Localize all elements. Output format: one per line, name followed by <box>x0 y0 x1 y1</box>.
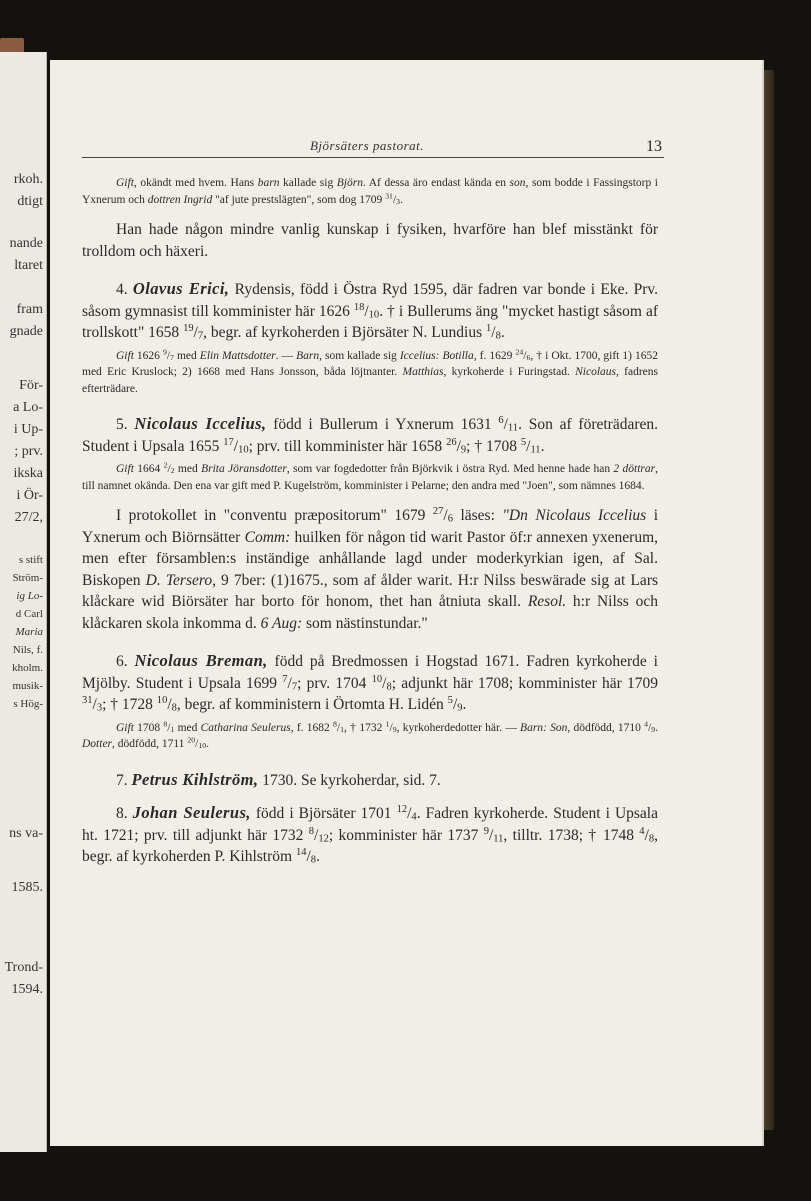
left-page-fragment: ltaret <box>14 258 43 273</box>
left-page-fragment: ig Lo- <box>16 590 43 602</box>
note-paragraph: Gift, okändt med hvem. Hans barn kallade sig Björn. Af dessa äro endast kända en son, som bodde i Fassingstorp i Yxnerum och dottren Ingrid "af jute prestslägten", som dog 1709 $^{31}/_3$. <box>82 177 658 206</box>
page-edge-shadow <box>760 70 774 1130</box>
left-page-fragment: ikska <box>13 466 43 481</box>
left-page-fragment: kholm. <box>12 662 43 674</box>
left-page-fragment: 1594. <box>11 982 43 997</box>
left-page-fragment: d Carl <box>15 608 43 620</box>
left-page-fragment: Ström- <box>12 572 43 584</box>
left-page-fragment: ns va- <box>9 826 43 841</box>
entry-johan-seulerus: 8. Johan Seulerus, född i Björsäter 1701 $^{12}/_4$. Fadren kyrkoherde. Student i Upsala ht. 1721; prv. till adjunkt här 1732 $^8/_{12}$; komminister här 1737 $^9/_{11}$, tilltr. 1738; † 1748 $^4/_8$, begr. af kyrkoherden P. Kihlström $^{14}/_8$. <box>82 803 659 866</box>
left-facing-page <box>0 52 47 1152</box>
left-page-fragment: s stift <box>18 554 43 566</box>
left-page-fragment: gnade <box>9 324 43 339</box>
book-page <box>50 60 762 1146</box>
left-page-fragment: nande <box>9 236 43 251</box>
entry-nicolaus-breman: 6. Nicolaus Breman, född på Bredmossen i Hogstad 1671. Fadren kyrkoherde i Mjölby. Student i Upsala 1699 $^7/_7$; prv. 1704 $^{10}/_8$; adjunkt här 1708; komminister här 1709 $^{31}/_3$; † 1728 $^{10}/_8$, begr. af komministern i Örtomta H. Lidén $^5/_9$. <box>82 651 658 714</box>
body-paragraph: Han hade någon mindre vanlig kunskap i fysiken, hvarföre han blef misstänkt för trolldom och häxeri. <box>82 221 658 260</box>
entry-petrus-kihlstrom: 7. Petrus Kihlström, 1730. Se kyrkoherdar, sid. 7. <box>116 769 441 789</box>
left-page-fragment: musik- <box>12 680 43 692</box>
header-rule <box>82 157 664 158</box>
left-page-fragment: För- <box>19 378 43 393</box>
page-body <box>82 175 658 868</box>
note-paragraph: Gift 1708 $^8/_1$ med Catharina Seulerus, f. 1682 $^8/_1$, † 1732 $^1/_9$, kyrkoherdedotter här. — Barn: Son, dödfödd, 1710 $^4/_9$. Dotter, dödfödd, 1711 $^{20}/_{10}$. <box>82 719 658 751</box>
note-paragraph: Gift 1626 $^9/_7$ med Elin Mattsdotter. — Barn, som kallade sig Iccelius: Botilla, f. 1629 $^{24}/_6$, † i Okt. 1700, gift 1) 1652 med Eric Kruslock; 2) 1668 med Hans Jonsson, båda löjtnanter. Matthias, kyrkoherde i Furingstad. Nicolaus, fadrens efterträdare. <box>82 347 659 395</box>
note-paragraph: Gift 1664 $^2/_2$ med Brita Jöransdotter, som var fogdedotter från Björkvik i östra Ryd. Med henne hade han 2 döttrar, till namnet okända. Den ena var gift med P. Kugelström, komminister i Pelarne; den andra med "Joen", som nämnes 1684. <box>82 460 658 492</box>
left-page-fragment: a Lo- <box>13 400 43 415</box>
entry-nicolaus-iccelius: 5. Nicolaus Iccelius, född i Bullerum i Yxnerum 1631 $^6/_{11}$. Son af företrädaren. Student i Upsala 1655 $^{17}/_{10}$; prv. till komminister här 1658 $^{26}/_9$; † 1708 $^5/_{11}$. <box>82 414 659 456</box>
running-header: Björsäters pastorat. <box>309 138 424 153</box>
left-page-fragment: 1585. <box>11 880 43 895</box>
left-page-fragment: ; prv. <box>14 444 43 459</box>
left-page-fragment: Trond- <box>4 960 43 975</box>
body-paragraph: I protokollet in "conventu præpositorum" 1679 $^{27}/_6$ läses: "Dn Nicolaus Iccelius i Yxnerum och Biörnsätter Comm: huilken för någon tid warit Pastor öf:r annexen yxenerum, men efter församblen:s inständige anhållande lagd under moderkyrkian igen, af Sal. Biskopen D. Tersero, 9 7ber: (1)1675., som af ålder warit. H:r Nilss beswärade sig at Lars klåckare wid Biörsäter har borto för honom, thet han åtniuta skall. Resol. h:r Nilss och klåckaren skola inkomma d. 6 Aug: som nästinstundar." <box>82 506 659 632</box>
page-number: 13 <box>646 138 662 155</box>
entry-olavus-erici: 4. Olavus Erici, Rydensis, född i Östra Ryd 1595, där fadren var bonde i Eke. Prv. såsom gymnasist till komminister här 1626 $^{18}/_{10}$. † i Bullerums äng "mycket hastigt såsom af trollskott" 1658 $^{19}/_7$, begr. af kyrkoherden i Björsäter N. Lundius $^1/_8$. <box>82 279 659 342</box>
left-page-fragment: i Ör- <box>16 488 43 503</box>
left-page-fragment: 27/2, <box>14 510 43 525</box>
left-page-fragment: dtigt <box>17 194 43 209</box>
left-page-fragment: i Up- <box>13 422 43 437</box>
left-page-fragment: s Hög- <box>13 698 43 710</box>
left-page-fragment: rkoh. <box>13 172 43 187</box>
left-page-fragment: Nils, f. <box>12 644 43 656</box>
left-page-fragment: fram <box>16 302 43 317</box>
left-page-fragment: Maria <box>15 626 43 638</box>
